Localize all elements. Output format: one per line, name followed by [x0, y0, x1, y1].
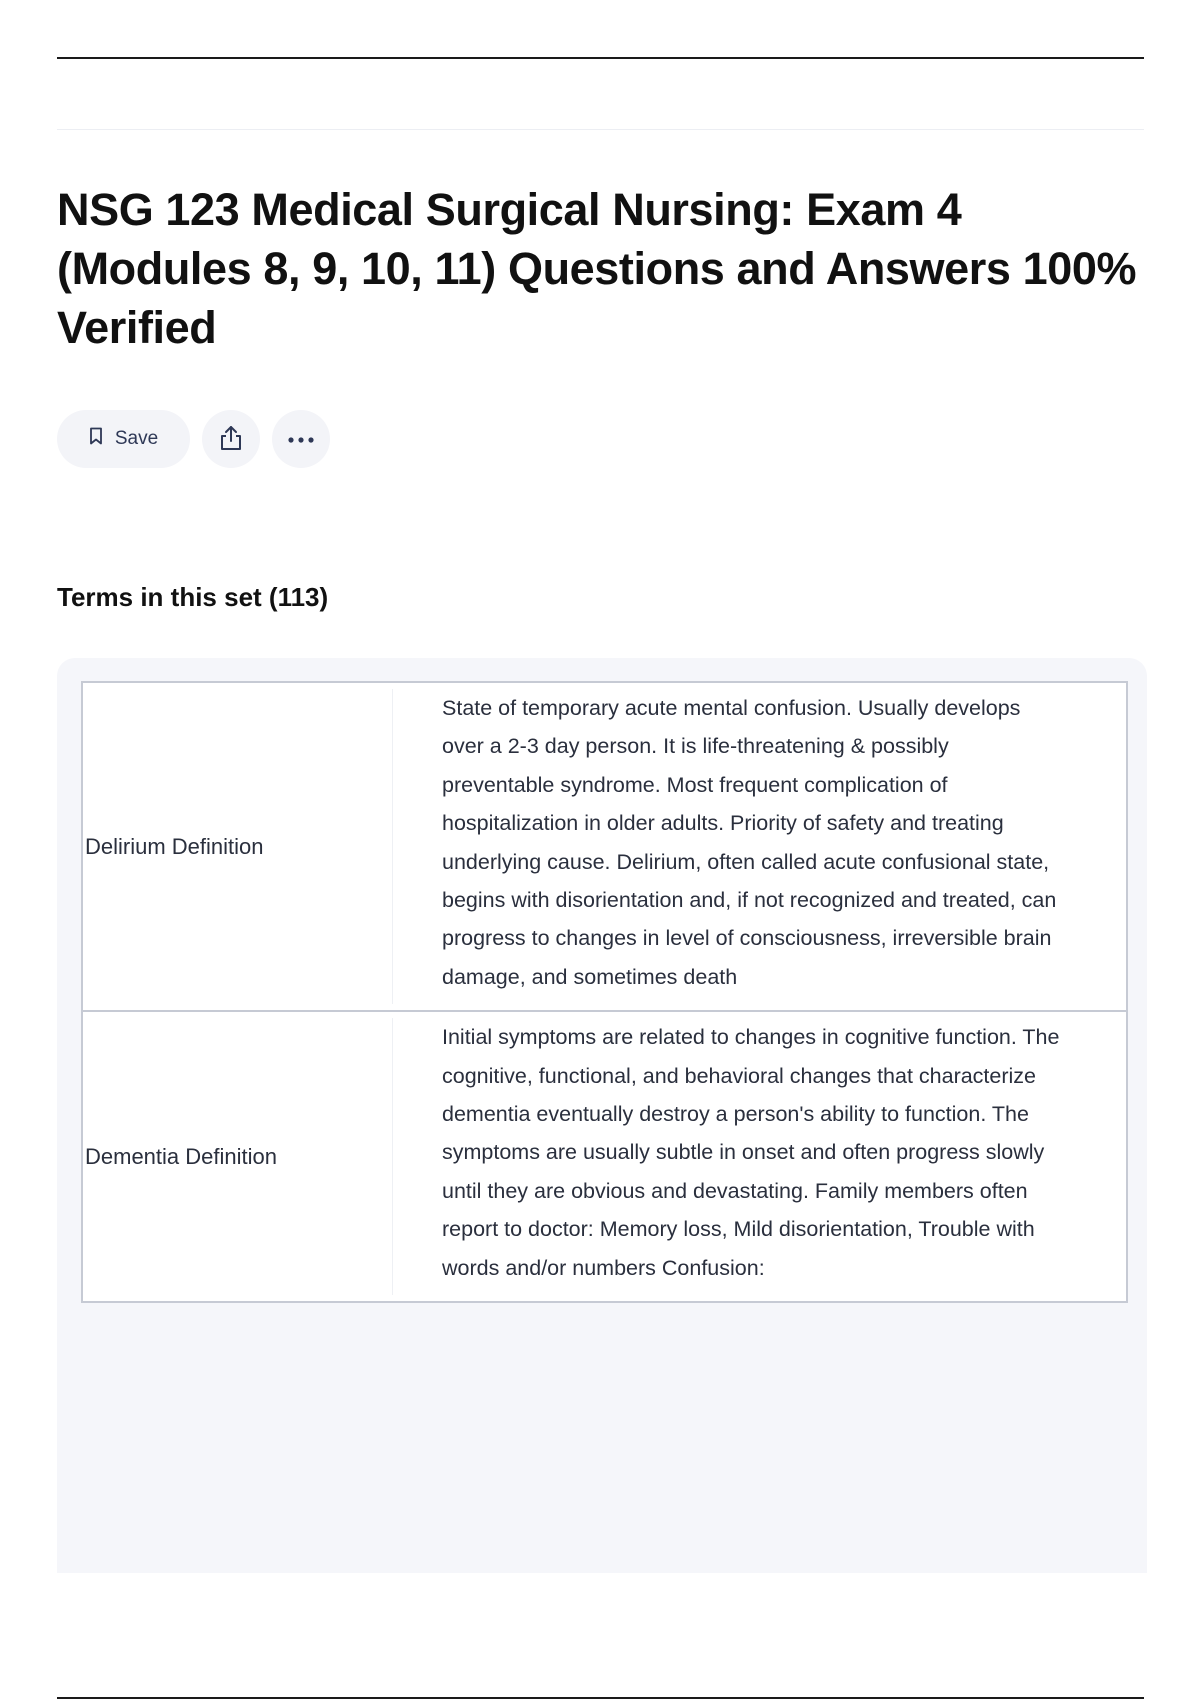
- bottom-divider: [57, 1697, 1144, 1699]
- terms-table: [81, 681, 1128, 1303]
- term-word: Dementia Definition: [83, 1018, 393, 1295]
- terms-heading: Terms in this set (113): [57, 582, 329, 612]
- term-definition: State of temporary acute mental confusion. Usually develops over a 2-3 day person. It is life-threatening & possibly preventable syndrome. Most frequent complication of hospitalization in older adults. Priority of safety and treating underlying cause. Delirium, often called acute confusional state, begins with disorientation and, if not recognized and treated, can progress to changes in level of consciousness, irreversible brain damage, and sometimes death: [442, 696, 1057, 989]
- header-divider: [57, 129, 1144, 130]
- save-label: Save: [114, 428, 159, 449]
- save-button[interactable]: [57, 410, 190, 468]
- top-divider: [57, 57, 1144, 59]
- action-bar: [57, 410, 330, 468]
- more-icon: [286, 432, 316, 447]
- term-word: Delirium Definition: [83, 689, 393, 1004]
- term-row[interactable]: [83, 683, 1126, 1012]
- share-button[interactable]: [202, 410, 260, 468]
- set-title: NSG 123 Medical Surgical Nursing: Exam 4 (Modules 8, 9, 10, 11) Questions and Answers 100% Verified: [57, 184, 1137, 353]
- term-definition: Initial symptoms are related to changes in cognitive function. The cognitive, functional, and behavioral changes that characterize dementia eventually destroy a person's ability to function. The symptoms are usually subtle in onset and often progress slowly until they are obvious and devastating. Family members often report to doctor: Memory loss, Mild disorientation, Trouble with words and/or numbers Confusion:: [442, 1025, 1060, 1280]
- bookmark-icon: [89, 427, 103, 451]
- more-options-button[interactable]: [272, 410, 330, 468]
- term-row[interactable]: [83, 1012, 1126, 1301]
- share-icon: [218, 424, 244, 455]
